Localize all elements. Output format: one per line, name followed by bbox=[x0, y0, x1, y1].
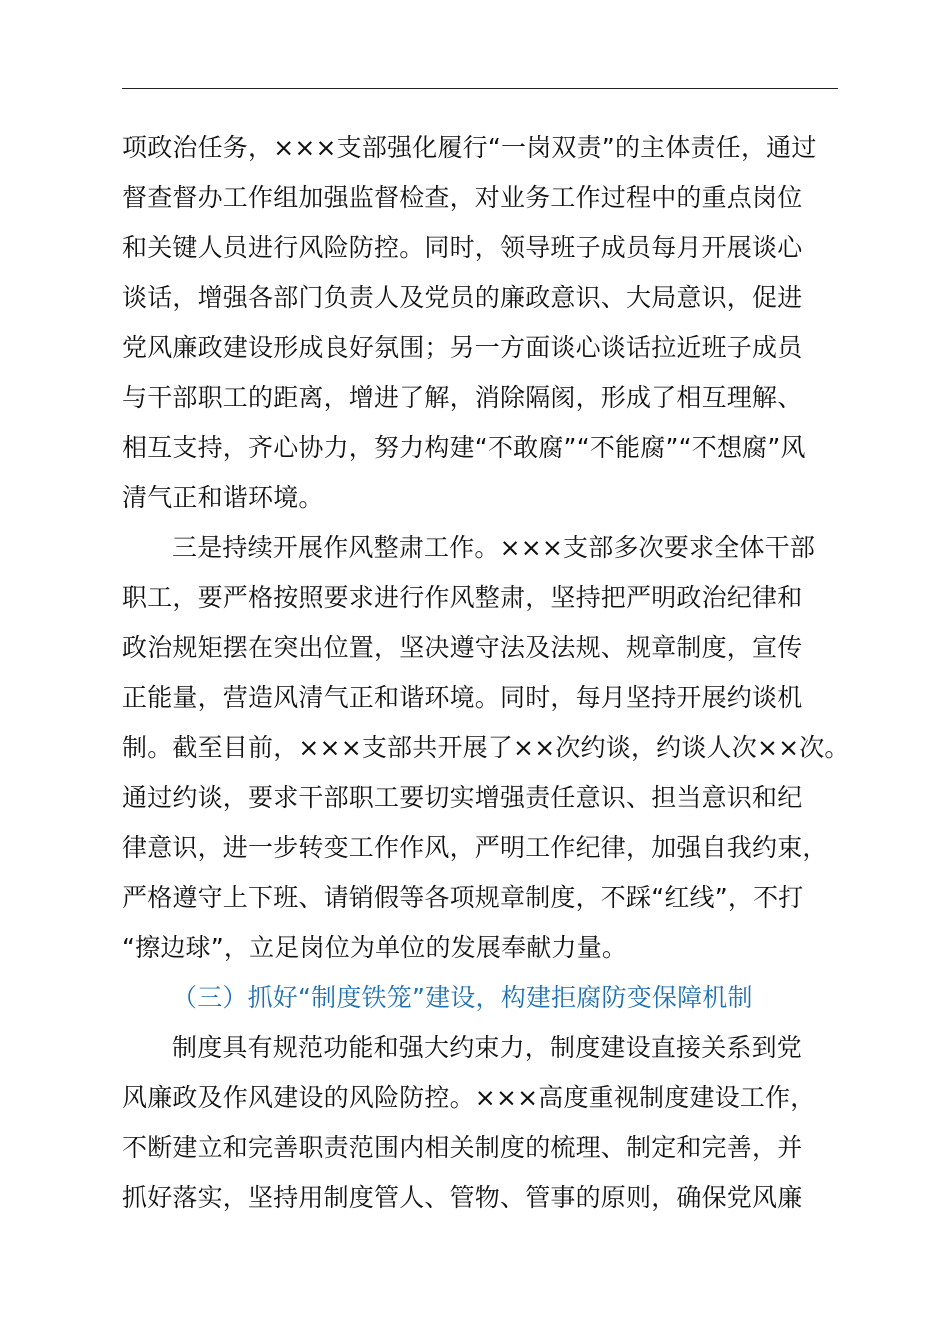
text-line: 与干部职工的距离，增进了解，消除隔阂，形成了相互理解、 bbox=[122, 383, 803, 412]
text-line: 严格遵守上下班、请销假等各项规章制度，不踩“红线”，不打 bbox=[122, 883, 804, 912]
text-line: 律意识，进一步转变工作作风，严明工作纪律，加强自我约束， bbox=[122, 833, 828, 862]
text-line: 风廉政及作风建设的风险防控。×××高度重视制度建设工作， bbox=[122, 1083, 816, 1112]
text-line: 党风廉政建设形成良好氛围；另一方面谈心谈话拉近班子成员 bbox=[122, 333, 803, 362]
text-line: 谈话，增强各部门负责人及党员的廉政意识、大局意识，促进 bbox=[122, 283, 803, 312]
text-line: 抓好落实，坚持用制度管人、管物、管事的原则，确保党风廉 bbox=[122, 1183, 803, 1212]
text-line: 不断建立和完善职责范围内相关制度的梳理、制定和完善，并 bbox=[122, 1133, 803, 1162]
text-line: 相互支持，齐心协力，努力构建“不敢腐”“不能腐”“不想腐”风 bbox=[122, 433, 806, 462]
paragraph-start-line: 三是持续开展作风整肃工作。×××支部多次要求全体干部 bbox=[172, 533, 816, 562]
section-heading: （三）抓好“制度铁笼”建设，构建拒腐防变保障机制 bbox=[172, 983, 753, 1012]
text-line: 和关键人员进行风险防控。同时，领导班子成员每月开展谈心 bbox=[122, 233, 803, 262]
text-line: 通过约谈，要求干部职工要切实增强责任意识、担当意识和纪 bbox=[122, 783, 803, 812]
paragraph-start-line: 制度具有规范功能和强大约束力，制度建设直接关系到党 bbox=[172, 1033, 803, 1062]
text-line: 政治规矩摆在突出位置，坚决遵守法及法规、规章制度，宣传 bbox=[122, 633, 803, 662]
text-line: 正能量，营造风清气正和谐环境。同时，每月坚持开展约谈机 bbox=[122, 683, 803, 712]
header-rule bbox=[122, 88, 838, 89]
text-line: 督查督办工作组加强监督检查，对业务工作过程中的重点岗位 bbox=[122, 183, 803, 212]
text-line: 制。截至目前，×××支部共开展了××次约谈，约谈人次××次。 bbox=[122, 733, 850, 762]
text-line: 项政治任务，×××支部强化履行“一岗双责”的主体责任，通过 bbox=[122, 133, 817, 162]
body-text bbox=[122, 123, 850, 1223]
text-line: “擦边球”，立足岗位为单位的发展奉献力量。 bbox=[122, 933, 628, 962]
text-line: 清气正和谐环境。 bbox=[122, 483, 324, 512]
text-line: 职工，要严格按照要求进行作风整肃，坚持把严明政治纪律和 bbox=[122, 583, 803, 612]
